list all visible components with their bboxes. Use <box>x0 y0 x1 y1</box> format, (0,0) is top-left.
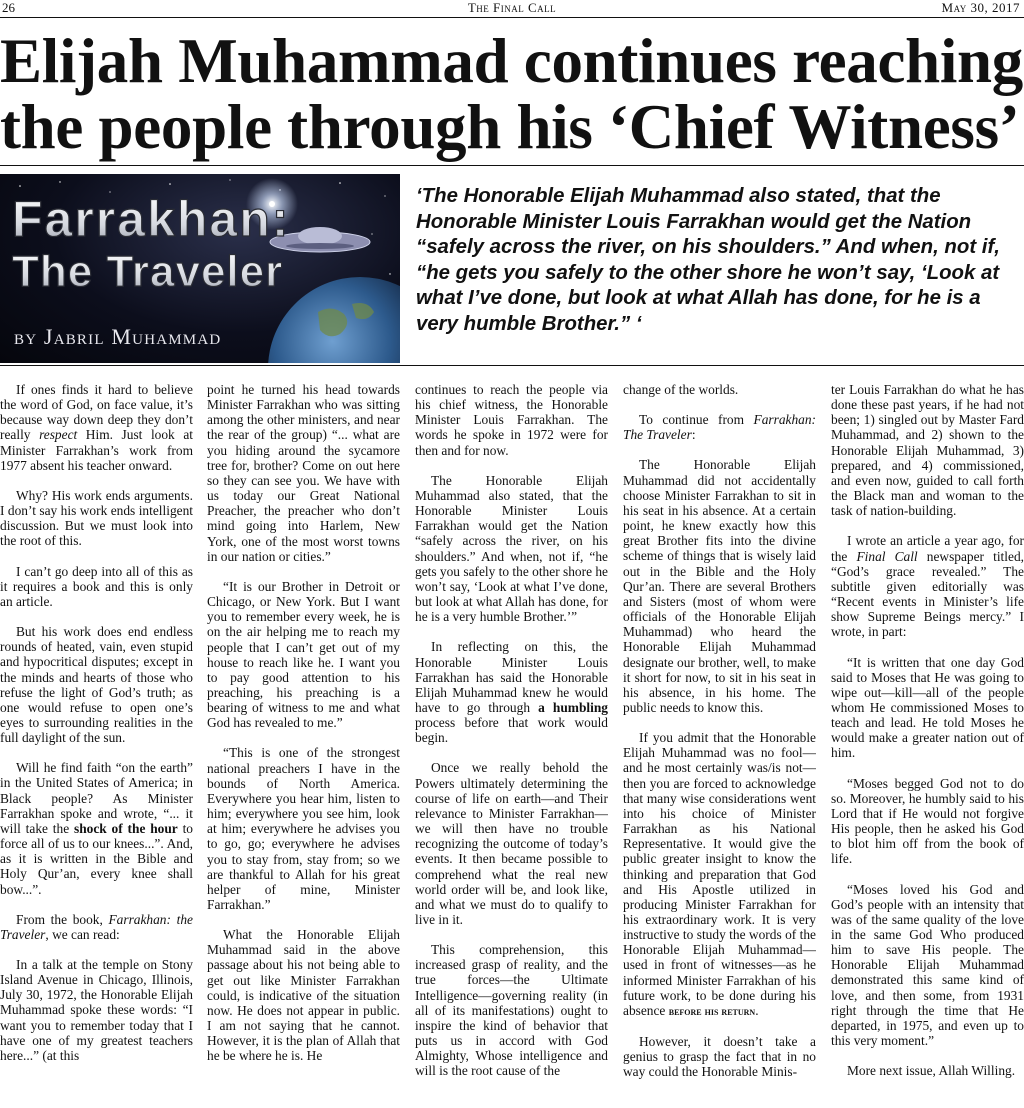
paragraph: “It is written that one day God said to Moses that He was going to wipe out—kill—all of the people whom He commissioned Moses to teach and lead. He told Moses he would make a greater nation out of him. <box>831 654 1024 761</box>
publication-name: The Final Call <box>467 0 557 15</box>
column-banner <box>0 174 400 363</box>
article-column-5 <box>831 382 1024 1106</box>
headline-line-2: the people through his ‘Chief Witness’ <box>0 92 1020 162</box>
paragraph: However, it doesn’t take a genius to grasp the fact that in no way could the Honorable Minis- <box>623 1034 816 1080</box>
paragraph: To continue from Farrakhan: The Traveler: <box>623 412 816 443</box>
page-folio <box>0 0 1024 18</box>
headline-line-1: Elijah Muhammad continues reaching <box>0 26 1023 96</box>
paragraph: But his work does end endless rounds of heated, vain, even stupid and hypocritical disputes; except in the minds and hearts of those who refuse the light of God’s truth; as one would refuse to open one’s eyes to surrounding realities in the full daylight of the sun. <box>0 624 193 746</box>
banner-title-line-2: The Traveler <box>12 247 284 296</box>
issue-date: May 30, 2017 <box>941 0 1020 15</box>
article-column-4 <box>623 382 816 1106</box>
paragraph: Why? His work ends arguments. I don’t say his work ends intelligent discussion. But we must look into the root of this. <box>0 487 193 549</box>
paragraph: ter Louis Farrakhan do what he has done these past years, if he had not been; 1) singled out by Master Fard Muhammad, and 2) shown to the Honorable Elijah Muhammad, 3) prepared, and 4) commissioned, and even now, guided to call forth the Black man and woman to the task of nation-building. <box>831 382 1024 519</box>
paragraph: Will he find faith “on the earth” in the United States of America; in Black people? As Minister Farrakhan spoke and wrote, “... it will take the shock of the hour to force all of us to our knees...”. And, as it is written in the Bible and Holy Qur’an, every knee shall bow...”. <box>0 760 193 897</box>
closing-line: More next issue, Allah Willing. <box>847 1063 1016 1079</box>
paragraph: What the Honorable Elijah Muhammad said in the above passage about his not being able to get out like Minister Farrakhan could, is indicative of the situation now. He does not appear in public. I am not saying that he cannot. However, it is the plan of Allah that he be where he is. He <box>207 927 400 1064</box>
paragraph: If you admit that the Honorable Elijah Muhammad was no fool—and he most certainly was/is not—then you are forced to acknowledge that many wise considerations went into his choice of Minister Farrakhan as his National Representative. It would give the public greater insight to know the thinking and preparation that God and His Apostle utilized in producing Minister Farrakhan for his extraordinary work. It is very instructive to study the words of the Honorable Elijah Muhammad—used in front of witnesses—as he informed Minister Farrakhan of his future work, to be done during his absence before his return. <box>623 730 816 1018</box>
banner-art <box>0 174 400 363</box>
page-number: 26 <box>2 0 15 15</box>
headline-rule <box>0 165 1024 166</box>
paragraph: The Honorable Elijah Muhammad also stated, that the Honorable Minister Louis Farrakhan would get the Nation “safely across the river, on his shoulders.” And when, not if, “he gets you safely to the other shore he won’t say, ‘Look at what I’ve done, but look at what Allah has done, for he is a very humble Brother.’” <box>415 472 608 625</box>
paragraph: “Moses begged God not to do so. Moreover, he humbly said to his Lord that if He would not forgive His people, then he asked his God to blot him off from the book of life. <box>831 775 1024 867</box>
paragraph: In a talk at the temple on Stony Island Avenue in Chicago, Illinois, July 30, 1972, the Honorable Elijah Muhammad spoke these words: “I want you to remember today that I have one of my greatest teachers here...” (at this <box>0 957 193 1063</box>
paragraph: change of the worlds. <box>623 382 739 397</box>
body-rule <box>0 365 1024 366</box>
paragraph: I wrote an article a year ago, for the Final Call newspaper titled, “God’s grace revealed.” The subtitle given editorially was “Recent events in Minister’s life show Supreme Beings mercy.” I wrote, in part: <box>831 533 1024 640</box>
paragraph: In reflecting on this, the Honorable Minister Louis Farrakhan has said the Honorable Elijah Muhammad knew he would have to go through a humbling process before that work would begin. <box>415 639 608 746</box>
paragraph: From the book, Farrakhan: the Traveler, we can read: <box>0 911 193 942</box>
paragraph: “Moses loved his God and God’s people with an intensity that was of the same quality of the love in the same God Who produced him to save His people. The Honorable Elijah Muhammad demonstrated this same kind of love, and then some, from 1931 right through the time that He departed, in 1975, and even up to this very moment.” <box>831 881 1024 1049</box>
paragraph: If ones finds it hard to believe the word of God, on face value, it’s because way down deep they don’t really respect Him. Just look at Minister Farrakhan’s work from 1977 absent his teacher onward. <box>0 382 193 473</box>
paragraph: This comprehension, this increased grasp of reality, and the true forces—the Ultimate Intelligence—governing reality (in all of its manifestations) ought to inspire the kind of behavior that puts us in accord with God Almighty, Whose intelligence and will is the root cause of the <box>415 942 608 1079</box>
article-column-2 <box>207 382 400 1106</box>
article-column-3 <box>415 382 608 1106</box>
paragraph: point he turned his head towards Minister Farrakhan who was sitting among the other ministers, and near the rear of the group) “... what are you hiding around the sycamore tree for, brother? Come on out here so they can see you. We have with us today our Great National Preacher, the preacher who don’t mind going into Harlem, New York, one of the most worst towns in our nation or cities.” <box>207 382 400 564</box>
headline <box>0 28 1024 160</box>
paragraph: I can’t go deep into all of this as it requires a book and this is only an article. <box>0 563 193 609</box>
paragraph: Once we really behold the Powers ultimately determining the course of life on earth—and Their relevance to Minister Farrakhan—we will then have no trouble recognizing the outcome of today’s events. It then became possible to comprehend what the real new world order will be, and look like, and what we must do to qualify to live in it. <box>415 760 608 927</box>
paragraph: “It is our Brother in Detroit or Chicago, or New York. But I want you to remember every week, he is on the air helping me to reach my people that I can’t get out of my house to reach like he. I want you to pay good attention to his preaching, his preaching is a bearing of witness to me and what God has revealed to me.” <box>207 578 400 731</box>
paragraph: The Honorable Elijah Muhammad did not accidentally choose Minister Farrakhan to sit in his seat in his absence. At a certain point, he knew exactly how this great Brother fits into the divine scheme of things that is wisely laid out in the Bible and the Holy Qur’an. There are several Brothers and Sisters (most of whom were officials of the Honorable Elijah Muhammad) who heard the Honorable Elijah Muhammad designate our brother, well, to make it short for now, to sit in his seat in his absence, in his home. The public needs to know this. <box>623 457 816 715</box>
paragraph: continues to reach the people via his chief witness, the Honorable Minister Louis Farrakhan. The words he spoke in 1972 were for then and for now. <box>415 382 608 458</box>
pull-quote: ‘The Honorable Elijah Muhammad also stated, that the Honorable Minister Louis Farrakhan would get the Nation “safely across the river, on his shoulders.” And when, not if, “he gets you safely to the other shore he won’t say, ‘Look at what I’ve done, but look at what Allah has done, for he is a very humble Brother.” ‘ <box>416 185 1000 335</box>
paragraph: “This is one of the strongest national preachers I have in the bounds of North America. Everywhere you hear him, listen to him; everywhere you see him, look at him; everywhere he advises you to go, go; everywhere he advises you to stay from, stay from; so we are thankful to Allah for his great helper of mine, Minister Farrakhan.” <box>207 745 400 912</box>
banner-byline: by Jabril Muhammad <box>14 324 222 349</box>
article-column-1 <box>0 382 193 1106</box>
banner-title-line-1: Farrakhan: <box>12 191 291 247</box>
